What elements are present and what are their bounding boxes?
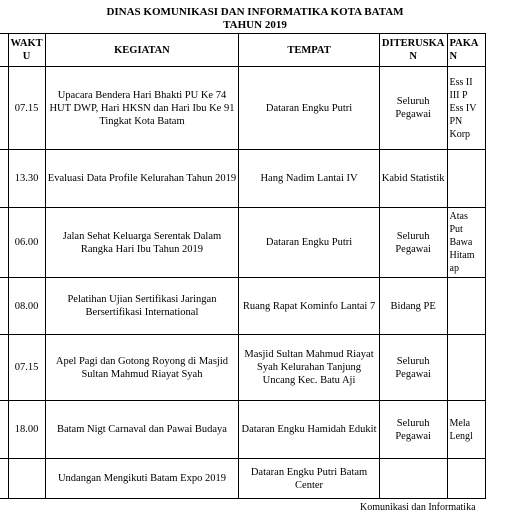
row-tempat: Dataran Engku Putri Batam Center [239, 459, 380, 499]
row-time: 07.15 [8, 67, 45, 150]
table-row [0, 208, 486, 278]
row-pakaian [447, 335, 486, 401]
row-tempat: Dataran Engku Putri [239, 67, 380, 150]
table-row [0, 459, 486, 499]
row-tempat: Dataran Engku Hamidah Edukit [239, 401, 380, 459]
table-row [0, 67, 486, 150]
row-kegiatan: Jalan Sehat Keluarga Serentak Dalam Rangka Hari Ibu Tahun 2019 [45, 208, 239, 278]
table-row [0, 335, 486, 401]
row-diteruskan [379, 459, 447, 499]
row-time: 07.15 [8, 335, 45, 401]
row-pakaian [447, 278, 486, 335]
row-tempat: Hang Nadim Lantai IV [239, 150, 380, 208]
row-kegiatan: Batam Nigt Carnaval dan Pawai Budaya [45, 401, 239, 459]
row-diteruskan: Seluruh Pegawai [379, 208, 447, 278]
document-year: TAHUN 2019 [223, 19, 287, 31]
table-row [0, 150, 486, 208]
row-tempat: Dataran Engku Putri [239, 208, 380, 278]
row-kegiatan: Evaluasi Data Profile Kelurahan Tahun 2019 [45, 150, 239, 208]
row-tempat: Masjid Sultan Mahmud Riayat Syah Kelurahan Tanjung Uncang Kec. Batu Aji [239, 335, 380, 401]
table-row [0, 278, 486, 335]
row-tempat: Ruang Rapat Kominfo Lantai 7 [239, 278, 380, 335]
row-diteruskan: Kabid Statistik [379, 150, 447, 208]
row-time: 06.00 [8, 208, 45, 278]
row-pakaian: Atas Put Bawa Hitam ap [447, 208, 486, 278]
table-row [0, 401, 486, 459]
agenda-table [0, 33, 486, 499]
row-pakaian: Ess II III P Ess IV PN Korp [447, 67, 486, 150]
header-pakaian: PAKA N [447, 34, 486, 67]
row-kegiatan: Apel Pagi dan Gotong Royong di Masjid Sultan Mahmud Riayat Syah [45, 335, 239, 401]
row-diteruskan: Seluruh Pegawai [379, 401, 447, 459]
header-date [0, 34, 8, 67]
row-time [8, 459, 45, 499]
row-time: 13.30 [8, 150, 45, 208]
footer-text: Komunikasi dan Informatika [360, 502, 476, 510]
header-kegiatan: KEGIATAN [45, 34, 239, 67]
row-diteruskan: Bidang PE [379, 278, 447, 335]
row-diteruskan: Seluruh Pegawai [379, 67, 447, 150]
header-diteruskan: DITERUSKA N [379, 34, 447, 67]
header-time: WAKT U [8, 34, 45, 67]
row-kegiatan: Undangan Mengikuti Batam Expo 2019 [45, 459, 239, 499]
row-kegiatan: Upacara Bendera Hari Bhakti PU Ke 74 HUT DWP, Hari HKSN dan Hari Ibu Ke 91 Tingkat Kota Batam [45, 67, 239, 150]
header-tempat: TEMPAT [239, 34, 380, 67]
row-pakaian: Mela Lengl [447, 401, 486, 459]
row-pakaian [447, 459, 486, 499]
row-time: 18.00 [8, 401, 45, 459]
document-title: DINAS KOMUNIKASI DAN INFORMATIKA KOTA BATAM [106, 6, 404, 18]
row-diteruskan: Seluruh Pegawai [379, 335, 447, 401]
row-pakaian [447, 150, 486, 208]
row-kegiatan: Pelatihan Ujian Sertifikasi Jaringan Bersertifikasi International [45, 278, 239, 335]
row-time: 08.00 [8, 278, 45, 335]
